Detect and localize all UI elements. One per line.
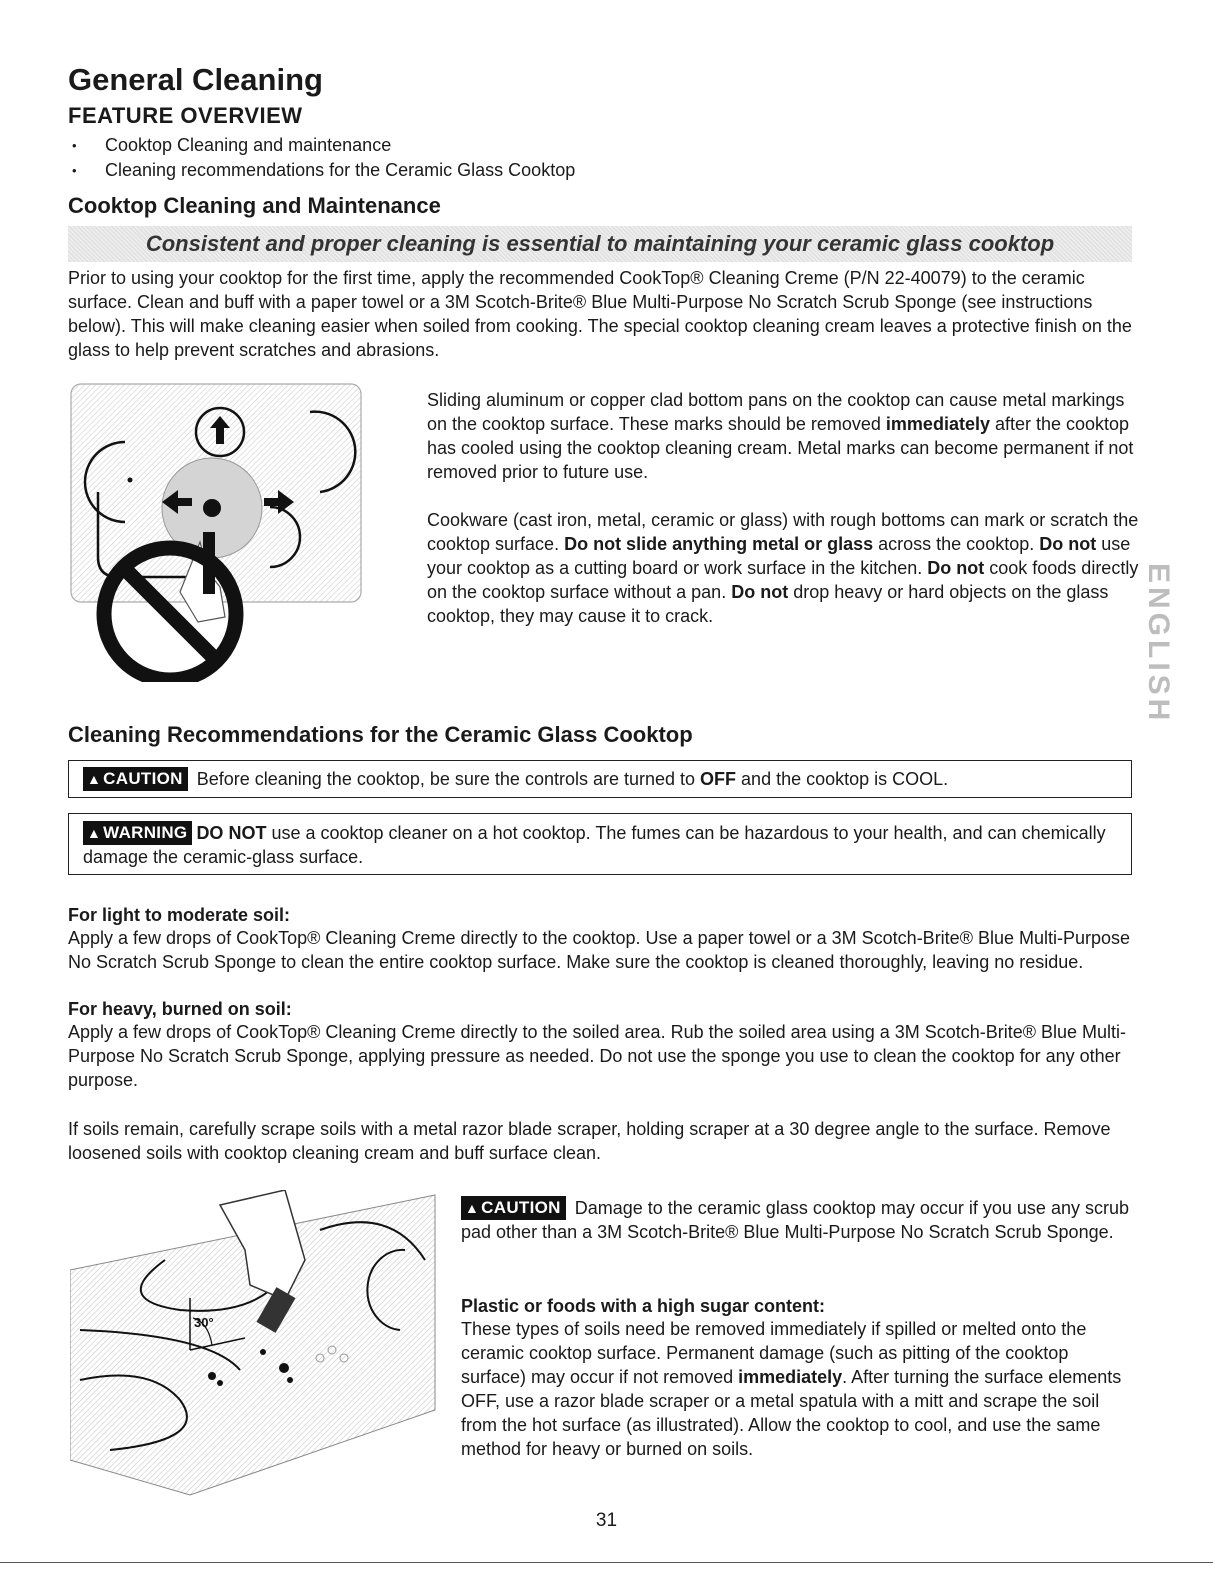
no-slide-icon [70,382,370,682]
list-item: • Cleaning recommendations for the Ceramic Glass Cooktop [68,158,575,183]
scrape-paragraph: If soils remain, carefully scrape soils with a metal razor blade scraper, holding scraper at a 30 degree angle to the surface. Remove loosened soils with cooktop cleaning cream and buff surface clean. [68,1119,1111,1163]
heavy-soil-title: For heavy, burned on soil: [68,999,292,1019]
warning-triangle-icon: ▲ [87,771,102,787]
sugar-paragraph: These types of soils need be removed immediately if spilled or melted onto the ceramic cooktop surface. Permanent damage (such as pitting of the cooktop surface) may occur if not removed immediately. After turning the surface elements OFF, use a razor blade scraper or a metal spatula with a mitt and scrape the soil from the hot surface (as illustrated). Allow the cooktop to cool, and use the same method for heavy or burned on soils. [461,1319,1122,1459]
cooktop-no-slide-illustration [70,382,370,682]
light-soil-text: Apply a few drops of CookTop® Cleaning Creme directly to the cooktop. Use a paper towel or a 3M Scotch-Brite® Blue Multi-Purpose No Scratch Scrub Sponge to clean the entire cooktop surface. Make sure the cooktop is cleaned thoroughly, leaving no residue. [68,928,1131,972]
feature-overview-list [68,133,575,183]
angle-label: 30° [194,1315,214,1330]
feature-overview-title: FEATURE OVERVIEW [68,103,303,128]
caution-badge: ▲ CAUTION [83,767,188,791]
maintenance-heading: Cooktop Cleaning and Maintenance [68,193,441,218]
scraper-illustration [70,1190,440,1500]
warning-box-hot-cooktop: ▲ WARNING DO NOT use a cooktop cleaner on a hot cooktop. The fumes can be hazardous to your health, and can chemically damage the ceramic-glass surface. [68,813,1132,875]
warning-triangle-icon: ▲ [87,825,102,841]
sugar-title: Plastic or foods with a high sugar content: [461,1296,826,1316]
cookware-paragraph: Cookware (cast iron, metal, ceramic or glass) with rough bottoms can mark or scratch the cooktop surface. Do not slide anything metal or glass across the cooktop. Do not use your cooktop as a cutting board or work surface in the kitchen. Do not cook foods directly on the cooktop surface without a pan. Do not drop heavy or hard objects on the glass cooktop, they may cause it to crack. [427,510,1139,626]
light-soil-title: For light to moderate soil: [68,905,291,925]
caution-scrub-pad: ▲ CAUTION Damage to the ceramic glass cooktop may occur if you use any scrub pad other than a 3M Scotch-Brite® Blue Multi-Purpose No Scratch Scrub Sponge. [461,1198,1129,1242]
list-item: • Cooktop Cleaning and maintenance [68,133,575,158]
warning-triangle-icon: ▲ [465,1200,480,1216]
metal-markings-paragraph: Sliding aluminum or copper clad bottom pans on the cooktop can cause metal markings on the cooktop surface. These marks should be removed immediately after the cooktop has cooled using the cooktop cleaning cream. Metal marks can become permanent if not removed prior to future use. [427,390,1134,482]
language-side-tab: ENGLISH [1142,563,1175,725]
heavy-soil-text: Apply a few drops of CookTop® Cleaning Creme directly to the soiled area. Rub the soiled area using a 3M Scotch-Brite® Blue Multi-Purpose No Scratch Scrub Sponge, applying pressure as needed. Do not use the sponge you use to clean the cooktop for any other purpose. [68,1022,1127,1090]
warning-badge: ▲ WARNING [83,821,192,845]
page-number: 31 [595,1510,618,1531]
maintenance-banner: Consistent and proper cleaning is essential to maintaining your ceramic glass cooktop [68,226,1132,262]
maintenance-intro: Prior to using your cooktop for the first time, apply the recommended CookTop® Cleaning Creme (P/N 22-40079) to the ceramic surface. Clean and buff with a paper towel or a 3M Scotch-Brite® Blue Multi-Purpose No Scratch Scrub Sponge (see instructions below). This will make cleaning easier when soiled from cooking. The special cooktop cleaning cream leaves a protective finish on the glass to help prevent scratches and abrasions. [68,268,1132,360]
caution-badge: ▲ CAUTION [461,1196,566,1220]
scraper-icon [70,1190,440,1500]
recommendations-heading: Cleaning Recommendations for the Ceramic Glass Cooktop [68,722,693,747]
page-title: General Cleaning [68,62,323,97]
bottom-rule [0,1562,1213,1563]
caution-box-controls: ▲ CAUTION Before cleaning the cooktop, be sure the controls are turned to OFF and the cooktop is COOL. [68,760,1132,798]
